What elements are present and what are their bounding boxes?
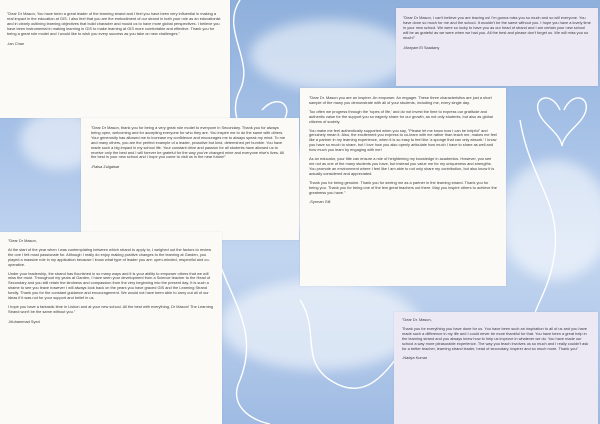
note-text: Too often we progress through the 'ropes of life,' and do not invest the time to express our gratitude and authentic value for the support you so eagerly share for our growth, as not only students, but also as global citizens of society. xyxy=(309,108,493,124)
note-text: As an educator, your title can ensure a role of heightening my knowledge in academics. However, you see me not as one of the many students you have, but instead you value me for my uniqueness and strengths. You promote an environment where I feel like I am able to not only share my contribution, but also know it is actually considered and appreciated. xyxy=(309,156,495,176)
note-text: "Dear Dr Mason, You have been a great leader of the learning strand and I feel you have been very influential in making a real impact in the education at GIS. I also feel that you are the embodiment of our strand in both your role as an educationist and in clearly outlining learning objectives that build character and mould us to have more global perspectives. I believe you have been instrumental in making learning in GIS to make learning at GIS more comfortable and effective. Thank you for being a great role model and I would like to wish you every success as you take on new challenges." xyxy=(7,11,221,36)
note-text: You make me feel authentically supported when you say, "Please let me know how I can be helpful" and genuinely mean it. Also, the excitement you express to co-learn with me rather than teach me, makes me feel like a partner in my learning experience, when it is so easy to feel like 'a sponge that can only absorb.' I know you have so much to share, but I love how you also openly articulate how much I have to share as well and how much you learn by engaging with me! xyxy=(309,127,497,153)
note-signature: -Ian Chan xyxy=(7,40,25,46)
note-maryam-el-saadany xyxy=(396,8,598,86)
note-text: "Dear Dr. Mason, xyxy=(402,317,432,322)
note-text: Thank you for being genuine. Thank you for seeing me as a partner in the learning strand. Thank you for being you. Thank you for being one of the few great teachers out there. May you inspire others to achieve the greatness you have." xyxy=(309,179,497,195)
note-text: "Dear Dr Mason, I can't believe you are leaving us! I'm gonna miss you so much and so will everyone. You have done so much for me and the school. It wouldn't be the same without you. I hope you have a lovely time in your new school. We were so lucky to have you as our head of strand and I am certain your new school will be as grateful as we were when we had you. All the best and please don't forget us. We will miss you so much!" xyxy=(403,15,591,40)
note-syrman-gill xyxy=(300,88,506,286)
note-muhammad-syed xyxy=(0,232,222,424)
note-signature: -Maryam El Saadany xyxy=(403,44,440,50)
note-text: "Dear Dr Mason, xyxy=(8,238,37,243)
note-text: "Dear Dr. Mason you are an inspirer. An empower. An engager. These three characteristics are just a short sample of the many you demonstrate with all of your students, including me, every single day. xyxy=(309,95,492,105)
note-text: At the start of the year when I was contemplating between which strand to apply to, I weighed out the factors to review the one I felt most passionate for. Although I really do enjoy making positive changes to the learning at Garden, you played a massive role in my application because I know what type of leader you are: open-minded, respectful and co-operative. xyxy=(8,246,212,267)
note-nadya-kumar xyxy=(394,312,598,424)
note-signature: -Syrman Gill xyxy=(309,199,331,205)
cloud xyxy=(500,160,600,280)
note-text: "Dear Dr Mason, thank you for being a very great role model to everyone in Secondary. Thank you for always being open, welcoming and for accepting everyone for who they are. You inspire me to do the same with others. Your generosity has allowed me to increase my confidence and encourages me to always speak my mind. To me and many others, you are the perfect example of a leader, proactive but kind, determined yet humble. You have made such a big impact in my school life. Your constant drive and passion for all students have allowed us to receive only the best and I will forever be grateful for the way you've changed mine and everyone else's lives. All the best in your new school and I hope you come to visit us in the near future!" xyxy=(91,125,285,160)
note-text: Thank you for everything you have done for us. You have been such an inspiration to all of us and you have made such a difference in my life and I could never be more thankful for that. You have been a great help in the learning strand and you always knew how to help us improve in whatever we do. You have made our school a way more pleasurable experience. The way you teach involves us so much and I really couldn't ask for a better teacher, learning strand leader, head of secondary, inspirer and so much more. Thank you" xyxy=(402,325,589,351)
note-raisa-zulgaisar xyxy=(81,118,299,240)
note-ian-chan xyxy=(0,0,230,118)
cloud xyxy=(250,20,410,90)
note-signature: -Muhammad Syed xyxy=(8,318,40,324)
note-text: I hope you have a fantastic time in Lisbon and at your new school. All the best with everything, Dr Mason! The Learning Strand won't be the same without you." xyxy=(8,303,213,314)
note-signature: -Nadya Kumar xyxy=(402,355,428,361)
note-signature: -Raisa Zulgaisar xyxy=(91,164,120,170)
cloud xyxy=(220,280,420,370)
note-text: Under your leadership, the strand has flourished in so many ways and it is your ability to empower others that we will miss the most. Throughout my years at Garden, I have seen your development from a Science teacher to the Head of Secondary and you still retain the kindness and compassion from the very beginning into the present day. It is such a shame to see you leave however I will always look back on the years you have graced GIS and the Learning Strand fondly. Thank you for the constant guidance and encouragement. We would not have been able to carry out all of our ideas if it was not for your support and belief in us. xyxy=(8,270,211,301)
